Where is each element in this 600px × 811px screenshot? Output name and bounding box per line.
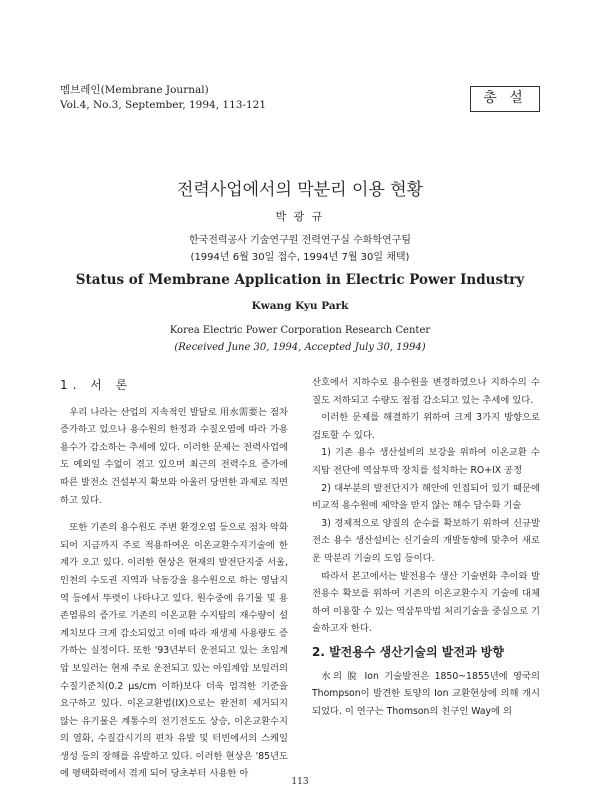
left-column — [60, 374, 288, 783]
paragraph: 水의 脫 Ion 기술발전은 1850~1855년에 영국의 Thompson이 발견한 토양의 Ion 교환현상에 의해 개시되었다. 이 연구는 Thomson의 친구인 Way에 의 — [312, 670, 540, 717]
affiliation-english-line: Korea Electric Power Corporation Research Center — [169, 325, 431, 336]
paragraph: 또한 기존의 용수원도 주변 환경오염 등으로 점차 악화되어 지금까지 주로 적용하여온 이온교환수지기술에 한계가 오고 있다. 이러한 현상은 현재의 발전단지중 서울, 인천의 수도권 지역과 낙동강을 용수원으로 하는 영남지역 등에서 뚜렷이 나타나고 있다. 원수중에 유기물 및 용존염류의 증가로 기존의 이온교환 수지탑의 재수량이 설계치보다 크게 감소되었고 이에 따라 재생제 사용량도 증가하는 실정이다. 또한 '93년부터 운전되고 있는 초임계압 보일러는 현재 주로 운전되고 있는 아임계압 보일러의 수질기준치(0.2 μs/cm 이하)보다 더욱 엄격한 기준을 요구하고 있다. 이온교환법(IX)으로는 완전히 제거되지 않는 유기물은 계통수의 전기전도도 상승, 이온교환수지의 열화, 수질감시기의 편차 유발 및 터빈에서의 스케일 생성 등의 장해를 유발하고 있다. 이러한 현상은 '85년도에 평택화력에서 겪게 되어 당초부터 사용한 아 — [60, 522, 288, 780]
list-item: 1) 기존 용수 생산설비의 보강을 위하여 이온교환 수지탑 전단에 역삼투막 장치를 설치하는 RO+IX 공정 — [312, 447, 540, 476]
paragraph: 산호에서 지하수로 용수원을 변경하였으나 지하수의 수질도 저하되고 수량도 점점 감소되고 있는 추세에 있다. — [312, 377, 540, 406]
page-number: 113 — [291, 777, 309, 787]
affiliation-korean — [0, 232, 600, 266]
category-badge: 총 설 — [470, 86, 540, 112]
section-heading-power-water: 2. 발전용수 생산기술의 발전과 방향 — [312, 644, 504, 659]
received-english-line: (Received June 30, 1994, Accepted July 30, 1994) — [174, 342, 426, 353]
author-english: Kwang Kyu Park — [251, 300, 349, 312]
received-korean-line: (1994년 6월 30일 접수, 1994년 7월 30일 채택) — [190, 252, 410, 263]
author-korean: 박 광 규 — [275, 210, 325, 223]
journal-name: 멤브레인(Membrane Journal) — [60, 84, 209, 96]
paragraph: 따라서 본고에서는 발전용수 생산 기술변화 추이와 발전용수 확보를 위하여 기존의 이온교환수지 기술에 대체하여 이용할 수 있는 역삼투막법 처리기술을 중심으로 기술하고자 한다. — [312, 570, 540, 635]
list-item: 2) 대부분의 발전단지가 해안에 인접되어 있기 때문에 비교적 용수원에 제약을 받지 않는 해수 담수화 기술 — [312, 482, 540, 512]
title-korean: 전력사업에서의 막분리 이용 현황 — [176, 180, 424, 200]
title-english: Status of Membrane Application in Electric Power Industry — [75, 272, 525, 288]
affiliation-korean-line: 한국전력공사 기술연구원 전력연구실 수화학연구팀 — [188, 235, 412, 246]
right-column — [312, 374, 540, 720]
journal-volume: Vol.4, No.3, September, 1994, 113-121 — [60, 99, 267, 111]
paragraph: 우리 나라는 산업의 지속적인 발달로 用水需要는 점차 증가하고 있으나 용수원의 한정과 수질오염에 따라 가용용수가 감소하는 추세에 있다. 이러한 문제는 전력사업에도 예외일 수없이 겪고 있으며 최근의 전력수요 증가에 따른 발전소 건설부지 확보와 아울러 당면한 과제로 직면하고 있다. — [60, 406, 288, 506]
affiliation-english — [0, 322, 600, 356]
paragraph: 이러한 문제를 해결하기 위하여 크게 3가지 방향으로 검토할 수 있다. — [312, 412, 540, 441]
journal-citation — [60, 83, 266, 113]
section-heading-introduction: 1. 서 론 — [60, 378, 133, 392]
list-item: 3) 경제적으로 양질의 순수를 확보하기 위하여 신규발전소 용수 생산설비는 신기술의 개발동향에 맞추어 새로운 막분리 기술의 도입 등이다. — [312, 517, 540, 564]
